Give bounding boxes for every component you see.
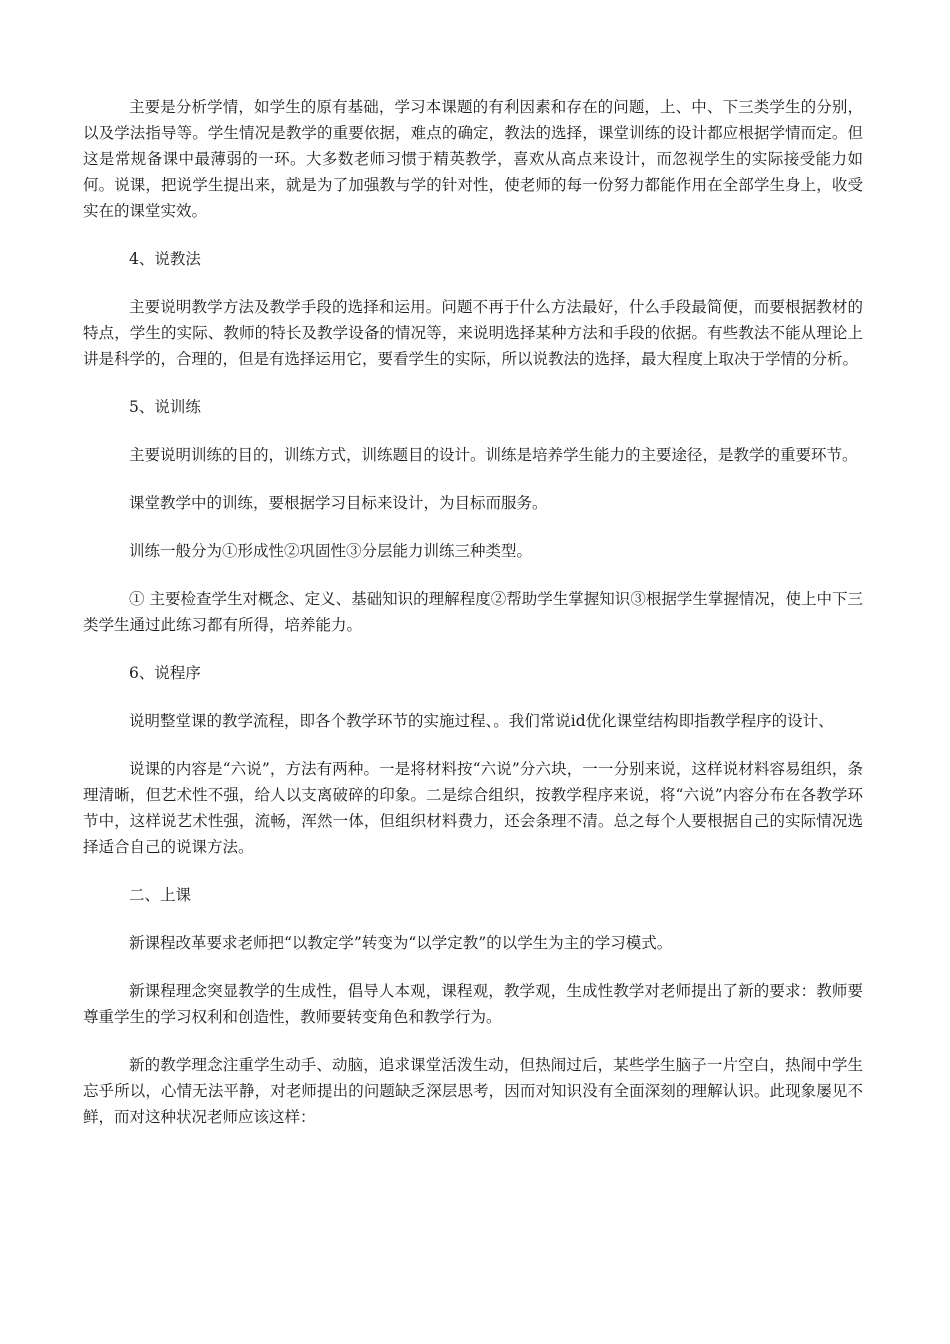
paragraph-training-design: 课堂教学中的训练，要根据学习目标来设计，为目标而服务。 bbox=[129, 494, 548, 512]
paragraph-reform: 新课程改革要求老师把“以教定学”转变为“以学定教”的以学生为主的学习模式。 bbox=[129, 934, 673, 952]
paragraph-procedure: 说明整堂课的教学流程，即各个教学环节的实施过程、。我们常说id优化课堂结构即指教学程序的设计、 bbox=[129, 712, 834, 730]
paragraph-training-types: 训练一般分为①形成性②巩固性③分层能力训练三种类型。 bbox=[129, 542, 533, 560]
heading-teaching-method: 4、说教法 bbox=[129, 250, 201, 268]
heading-class: 二、上课 bbox=[129, 886, 192, 904]
document-body bbox=[83, 94, 863, 1152]
paragraph-student-analysis: 主要是分析学情，如学生的原有基础，学习本课题的有利因素和存在的问题，上、中、下三类学生的分别，以及学法指导等。学生情况是教学的重要依据，难点的确定，教法的选择，课堂训练的设计都应根据学情而定。但这是常规备课中最薄弱的一环。大多数老师习惯于精英教学，喜欢从高点来设计，而忽视学生的实际接受能力如何。说课，把说学生提出来，就是为了加强教与学的针对性，使老师的每一份努力都能作用在全部学生身上，收受实在的课堂实效。 bbox=[83, 98, 863, 220]
paragraph-new-concepts: 新的教学理念注重学生动手、动脑，追求课堂活泼生动，但热闹过后，某些学生脑子一片空白，热闹中学生忘乎所以，心情无法平静，对老师提出的问题缺乏深层思考，因而对知识没有全面深刻的理解认识。此现象屡见不鲜，而对这种状况老师应该这样： bbox=[83, 1056, 863, 1126]
paragraph-training-purpose: 主要说明训练的目的，训练方式，训练题目的设计。训练是培养学生能力的主要途径，是教学的重要环节。 bbox=[129, 446, 858, 464]
paragraph-generative-teaching: 新课程理念突显教学的生成性，倡导人本观，课程观，教学观，生成性教学对老师提出了新的要求：教师要尊重学生的学习权利和创造性，教师要转变角色和教学行为。 bbox=[83, 982, 863, 1026]
paragraph-six-points: 说课的内容是“六说”，方法有两种。一是将材料按“六说”分六块，一一分别来说，这样说材料容易组织，条理清晰，但艺术性不强，给人以支离破碎的印象。二是综合组织，按教学程序来说，将“六说”内容分布在各教学环节中，这样说艺术性强，流畅，浑然一体，但组织材料费力，还会条理不清。总之每个人要根据自己的实际情况选择适合自己的说课方法。 bbox=[83, 760, 863, 856]
paragraph-training-details: ① 主要检查学生对概念、定义、基础知识的理解程度②帮助学生掌握知识③根据学生掌握情况，使上中下三类学生通过此练习都有所得，培养能力。 bbox=[83, 590, 863, 634]
heading-training: 5、说训练 bbox=[129, 398, 201, 416]
heading-procedure: 6、说程序 bbox=[129, 664, 201, 682]
paragraph-teaching-method: 主要说明教学方法及教学手段的选择和运用。问题不再于什么方法最好，什么手段最简便，而要根据教材的特点，学生的实际、教师的特长及教学设备的情况等，来说明选择某种方法和手段的依据。有些教法不能从理论上讲是科学的，合理的，但是有选择运用它，要看学生的实际，所以说教法的选择，最大程度上取决于学情的分析。 bbox=[83, 298, 863, 368]
